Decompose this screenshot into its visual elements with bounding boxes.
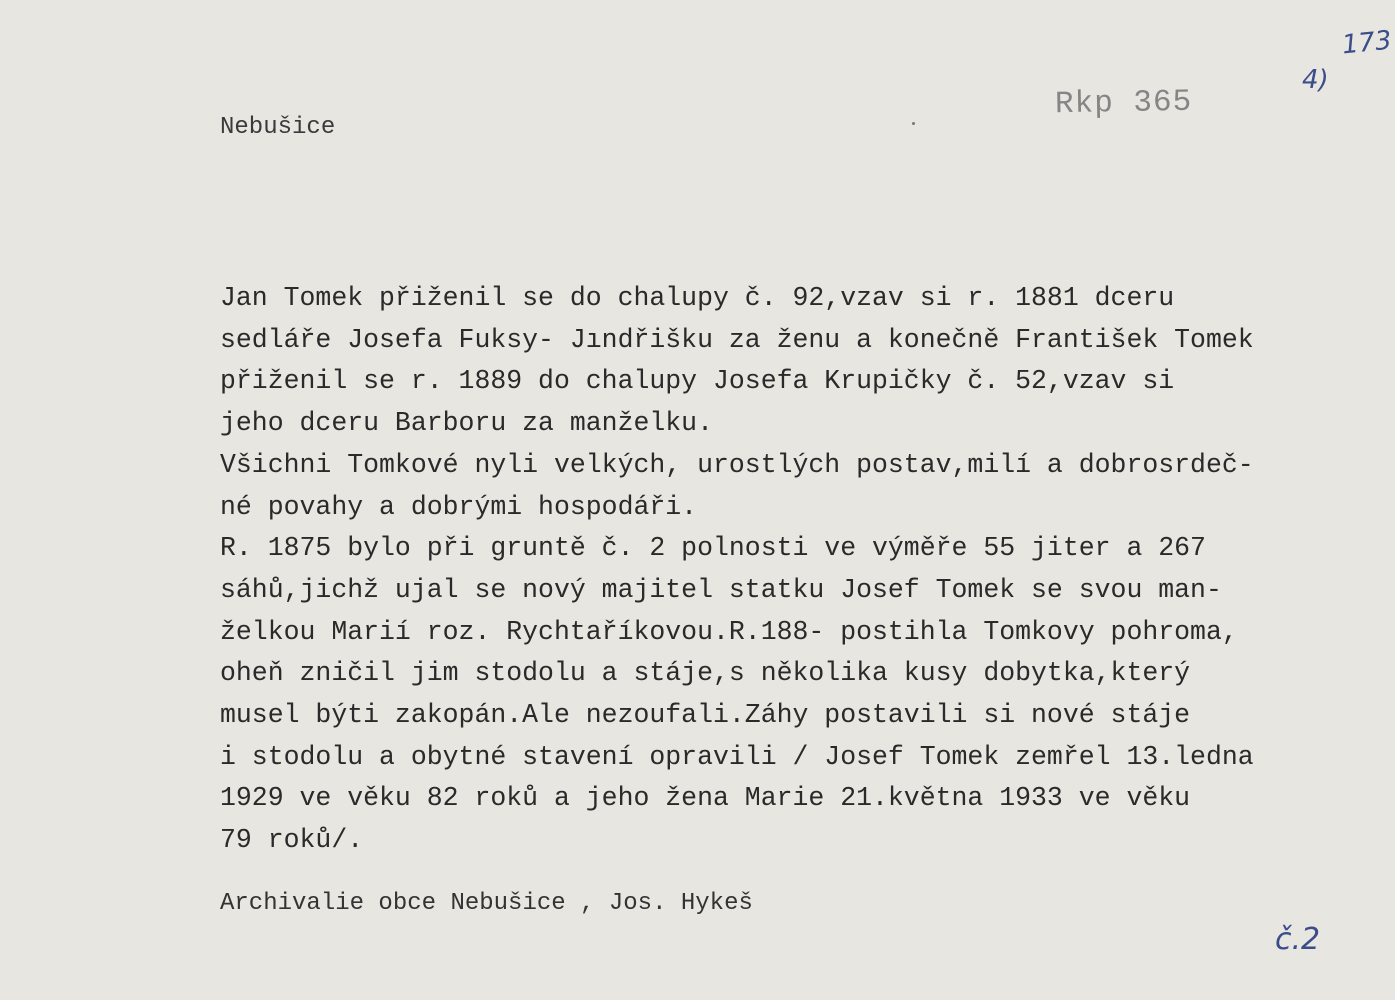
text-line: R. 1875 bylo při gruntě č. 2 polnosti ve výměře 55 jiter a 267 bbox=[220, 533, 1206, 564]
text-line: i stodolu a obytné stavení opravili / Josef Tomek zemřel 13.ledna bbox=[220, 741, 1254, 772]
handwritten-mark: 4) bbox=[1302, 65, 1329, 95]
text-line: jeho dceru Barboru za manželku. bbox=[220, 408, 713, 439]
place-name: Nebušice bbox=[220, 114, 336, 141]
archive-stamp: Rkp 365 bbox=[1054, 84, 1193, 123]
text-line: musel býti zakopán.Ale nezoufali.Záhy postavili si nové stáje bbox=[220, 700, 1191, 731]
text-line: oheň zničil jim stodolu a stáje,s několika kusy dobytka,který bbox=[220, 658, 1191, 689]
text-line: Jan Tomek přiženil se do chalupy č. 92,vzav si r. 1881 dceru bbox=[220, 283, 1175, 313]
text-line: Všichni Tomkové nyli velkých, urostlých postav,milí a dobrosrdeč- bbox=[220, 449, 1254, 480]
text-line: 1929 ve věku 82 roků a jeho žena Marie 21.května 1933 ve věku bbox=[220, 783, 1191, 814]
ink-dot bbox=[912, 122, 915, 125]
text-line: želkou Marií roz. Rychtaříkovou.R.188- postihla Tomkovy pohroma, bbox=[220, 616, 1238, 647]
text-line: sedláře Josefa Fuksy- Jındřišku za ženu a konečně František Tomek bbox=[220, 324, 1254, 355]
text-line: sáhů,jichž ujal se nový majitel statku Josef Tomek se svou man- bbox=[220, 574, 1222, 605]
text-line: né povahy a dobrými hospodáři. bbox=[220, 491, 698, 522]
handwritten-page-number: 173 bbox=[1340, 25, 1394, 61]
source-attribution: Archivalie obce Nebušice , Jos. Hykeš bbox=[220, 890, 753, 917]
typed-paragraph bbox=[220, 278, 1340, 862]
text-line: přiženil se r. 1889 do chalupy Josefa Krupičky č. 52,vzav si bbox=[220, 366, 1175, 397]
text-line: 79 roků/. bbox=[220, 825, 364, 856]
handwritten-card-number: č.2 bbox=[1275, 922, 1321, 957]
